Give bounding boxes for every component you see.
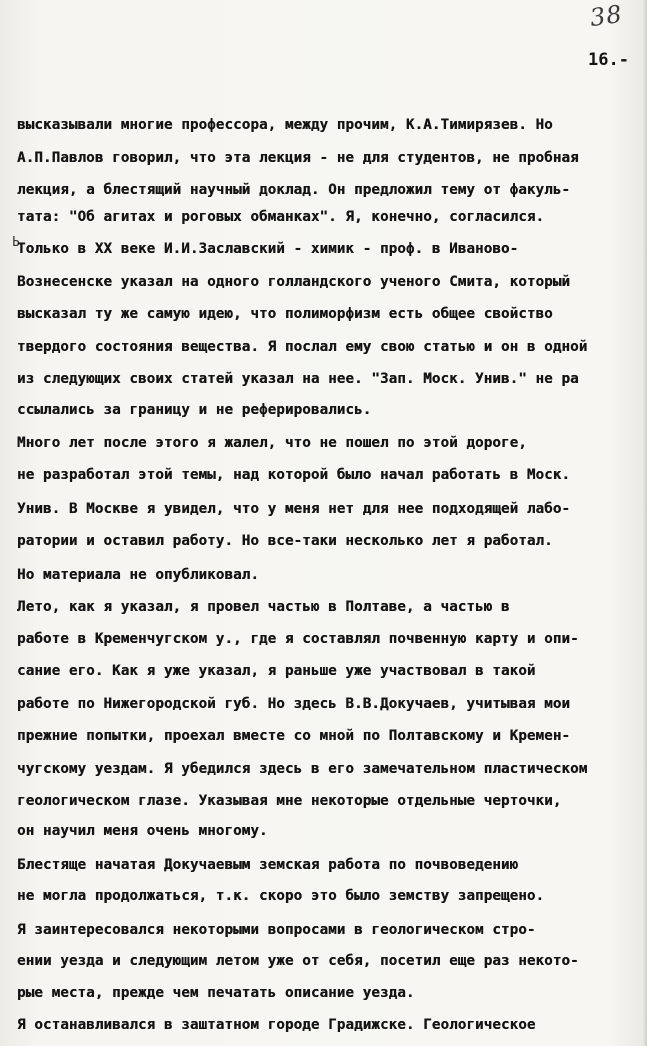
typed-text-body [0, 106, 647, 1042]
text-line: Но материала не опубликовал. [17, 567, 259, 583]
text-line: высказал ту же самую идею, что полиморфизм есть общее свойство [17, 306, 553, 322]
text-line: прежние попытки, проехал вместе со мной по Полтавскому и Кремен- [17, 728, 571, 744]
text-line: твердого состояния вещества. Я послал ему свою статью и он в одной [17, 339, 588, 355]
text-line: А.П.Павлов говорил, что эта лекция - не для студентов, не пробная [17, 150, 579, 166]
text-line: Лето, как я указал, я провел частью в Полтаве, а частью в [17, 599, 510, 615]
text-line: высказывали многие профессора, между прочим, К.А.Тимирязев. Но [17, 117, 553, 133]
text-line: из следующих своих статей указал на нее. "Зап. Моск. Унив." не ра [17, 371, 579, 387]
text-line: работе в Кременчугском у., где я составлял почвенную карту и опи- [17, 631, 579, 647]
text-line: работе по Нижегородской губ. Но здесь В.В.Докучаев, учитывая мои [17, 696, 571, 712]
text-line: не разработал этой темы, над которой было начал работать в Моск. [17, 467, 571, 483]
text-line: Унив. В Москве я увидел, что у меня нет для нее подходящей лабо- [17, 501, 571, 517]
text-line: чугскому уездам. Я убедился здесь в его замечательном пластическом [17, 761, 588, 777]
page-number: 16.- [588, 50, 629, 70]
text-line: Много лет после этого я жалел, что не пошел по этой дороге, [17, 435, 527, 451]
text-line: он научил меня очень многому. [17, 823, 268, 839]
text-line: сание его. Как я уже указал, я раньше уже участвовал в такой [17, 663, 536, 679]
text-line: ратории и оставил работу. Но все-таки несколько лет я работал. [17, 533, 553, 549]
text-line: Только в XX веке И.И.Заславский - химик - проф. в Иваново- [17, 241, 519, 257]
margin-mark: Ь [12, 235, 20, 250]
text-line: Вознесенске указал на одного голландского ученого Смита, который [17, 274, 571, 290]
text-line: Блестяще начатая Докучаевым земская работа по почвоведению [17, 857, 519, 873]
text-line: геологическом глазе. Указывая мне некоторые отдельные черточки, [17, 793, 562, 809]
text-line: тата: "Об агитах и роговых обманках". Я, конечно, согласился. [17, 209, 545, 225]
page-edge-shadow [643, 0, 647, 1046]
text-line: лекция, а блестящий научный доклад. Он предложил тему от факуль- [17, 182, 571, 198]
text-line: Я заинтересовался некоторыми вопросами в геологическом стро- [17, 922, 536, 938]
text-line: рые места, прежде чем печатать описание уезда. [17, 985, 415, 1001]
text-line: не могла продолжаться, т.к. скоро это было земству запрещено. [17, 888, 545, 904]
text-line: ении уезда и следующим летом уже от себя, посетил еще раз некото- [17, 953, 579, 969]
text-line: Я останавливался в заштатном городе Градижске. Геологическое [17, 1017, 536, 1033]
handwritten-page-note: 38 [588, 0, 625, 33]
text-line: ссылались за границу и не реферировались. [17, 402, 372, 418]
